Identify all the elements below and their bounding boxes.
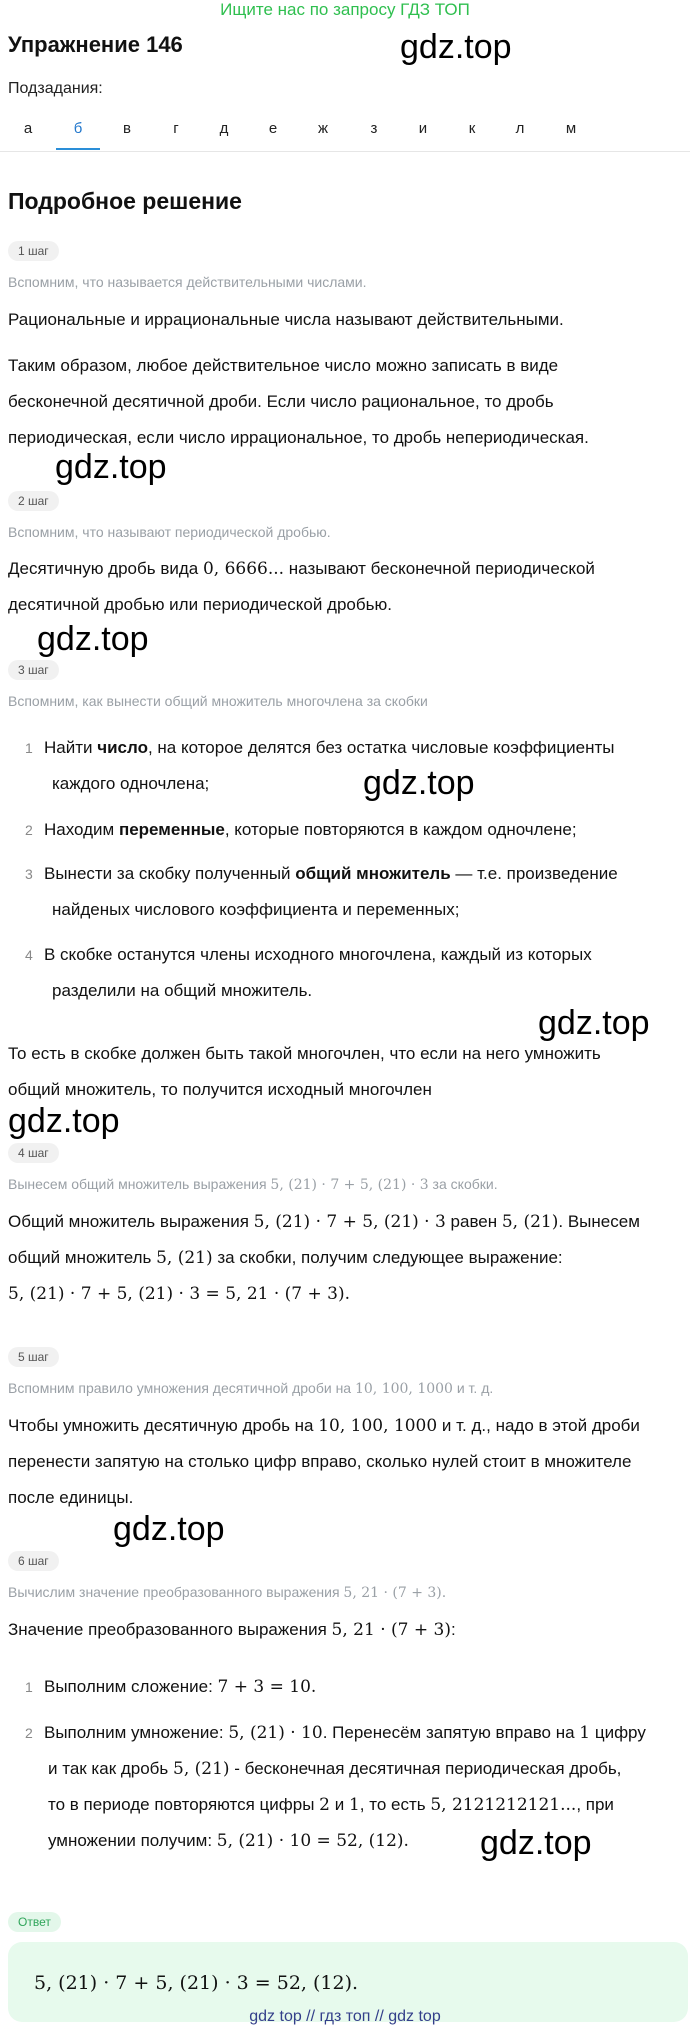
watermark: gdz.top [113, 1510, 225, 1548]
subtasks-label: Подзадания: [8, 80, 103, 97]
step-hint: Вспомним, как вынести общий множитель многочлена за скобки [8, 693, 428, 709]
tab-m[interactable]: м [565, 120, 577, 137]
watermark: gdz.top [55, 448, 167, 486]
list-item-number: 4 [25, 947, 33, 963]
step-hint: Вспомним правило умножения десятичной дроби на 10, 100, 1000 и т. д. [8, 1380, 494, 1397]
footer-links[interactable]: gdz top // гдз топ // gdz top [249, 2008, 441, 2025]
step-badge: 6 шаг [8, 1551, 59, 1571]
watermark: gdz.top [400, 28, 512, 66]
step-badge: 3 шаг [8, 660, 59, 680]
list-item-number: 1 [25, 740, 33, 756]
list-item: Выполним умножение: 5, (21) · 10. Перенесём запятую вправо на 1 цифру [44, 1723, 646, 1743]
step-badge: 2 шаг [8, 491, 59, 511]
step-text: Чтобы умножить десятичную дробь на 10, 100, 1000 и т. д., надо в этой дроби [8, 1416, 640, 1436]
list-item: каждого одночлена; [52, 774, 210, 793]
step-text: Рациональные и иррациональные числа называют действительными. [8, 310, 564, 329]
step-text: перенести запятую на столько цифр вправо, сколько нулей стоит в множителе [8, 1452, 632, 1471]
list-item: то в периоде повторяются цифры 2 и 1, то есть 5, 2121212121..., при [48, 1795, 614, 1815]
list-item: Найти число, на которое делятся без остатка числовые коэффициенты [44, 738, 615, 757]
list-item: найденых числового коэффициента и переменных; [52, 900, 460, 919]
subtask-tabs [0, 112, 690, 152]
step-hint: Вычислим значение преобразованного выражения 5, 21 · (7 + 3). [8, 1584, 447, 1601]
step-badge: 5 шаг [8, 1347, 59, 1367]
step-text: периодическая, если число иррациональное, то дробь непериодическая. [8, 428, 589, 447]
tab-z[interactable]: з [370, 120, 378, 137]
list-item-number: 1 [25, 1679, 33, 1695]
list-item: В скобке останутся члены исходного многочлена, каждый из которых [44, 945, 592, 964]
tab-l[interactable]: л [515, 120, 525, 137]
step-text: То есть в скобке должен быть такой многочлен, что если на него умножить [8, 1044, 601, 1063]
tab-k[interactable]: к [468, 120, 476, 137]
step-badge: 1 шаг [8, 241, 59, 261]
page-title: Упражнение 146 [8, 32, 183, 57]
tab-a[interactable]: а [23, 120, 33, 137]
tab-i[interactable]: и [418, 120, 428, 137]
list-item: разделили на общий множитель. [52, 981, 313, 1000]
step-hint: Вспомним, что называется действительными числами. [8, 274, 367, 290]
step-hint: Вспомним, что называют периодической дробью. [8, 524, 331, 540]
tab-g[interactable]: г [173, 120, 179, 137]
step-text: после единицы. [8, 1488, 134, 1507]
tab-v[interactable]: в [123, 120, 131, 137]
answer-text: 5, (21) · 7 + 5, (21) · 3 = 52, (12). [34, 1972, 359, 1994]
list-item-number: 2 [25, 822, 33, 838]
tab-zh[interactable]: ж [317, 120, 329, 137]
watermark: gdz.top [8, 1102, 120, 1140]
list-item-number: 3 [25, 866, 33, 882]
section-title: Подробное решение [8, 188, 242, 214]
step-text: общий множитель 5, (21) за скобки, получим следующее выражение: [8, 1248, 563, 1268]
step-hint: Вынесем общий множитель выражения 5, (21) · 7 + 5, (21) · 3 за скобки. [8, 1176, 498, 1193]
tab-b-active[interactable]: б [56, 118, 100, 150]
math-expression: 5, (21) · 7 + 5, (21) · 3 = 5, 21 · (7 + 3). [8, 1284, 351, 1304]
step-badge: 4 шаг [8, 1143, 59, 1163]
watermark: gdz.top [363, 764, 475, 802]
list-item: и так как дробь 5, (21) - бесконечная десятичная периодическая дробь, [48, 1759, 622, 1779]
step-text: Общий множитель выражения 5, (21) · 7 + 5, (21) · 3 равен 5, (21). Вынесем [8, 1212, 640, 1232]
watermark: gdz.top [37, 620, 149, 658]
step-text: общий множитель, то получится исходный многочлен [8, 1080, 432, 1099]
step-text: десятичной дробью или периодической дробью. [8, 595, 392, 614]
watermark: gdz.top [538, 1004, 650, 1042]
step-text: Десятичную дробь вида 0, 6666... называют бесконечной периодической [8, 559, 595, 579]
step-text: Значение преобразованного выражения 5, 21 · (7 + 3): [8, 1620, 456, 1640]
list-item: умножении получим: 5, (21) · 10 = 52, (12). [48, 1831, 409, 1851]
step-text: Таким образом, любое действительное число можно записать в виде [8, 356, 559, 375]
tab-e[interactable]: е [268, 120, 278, 137]
list-item: Находим переменные, которые повторяются в каждом одночлене; [44, 820, 577, 839]
list-item-number: 2 [25, 1725, 33, 1741]
watermark: gdz.top [480, 1824, 592, 1862]
tab-d[interactable]: д [219, 120, 229, 137]
list-item: Вынести за скобку полученный общий множитель — т.е. произведение [44, 864, 618, 883]
answer-badge: Ответ [8, 1912, 61, 1932]
search-banner: Ищите нас по запросу ГДЗ ТОП [220, 0, 470, 19]
step-text: бесконечной десятичной дроби. Если число рациональное, то дробь [8, 392, 554, 411]
list-item: Выполним сложение: 7 + 3 = 10. [44, 1677, 317, 1697]
